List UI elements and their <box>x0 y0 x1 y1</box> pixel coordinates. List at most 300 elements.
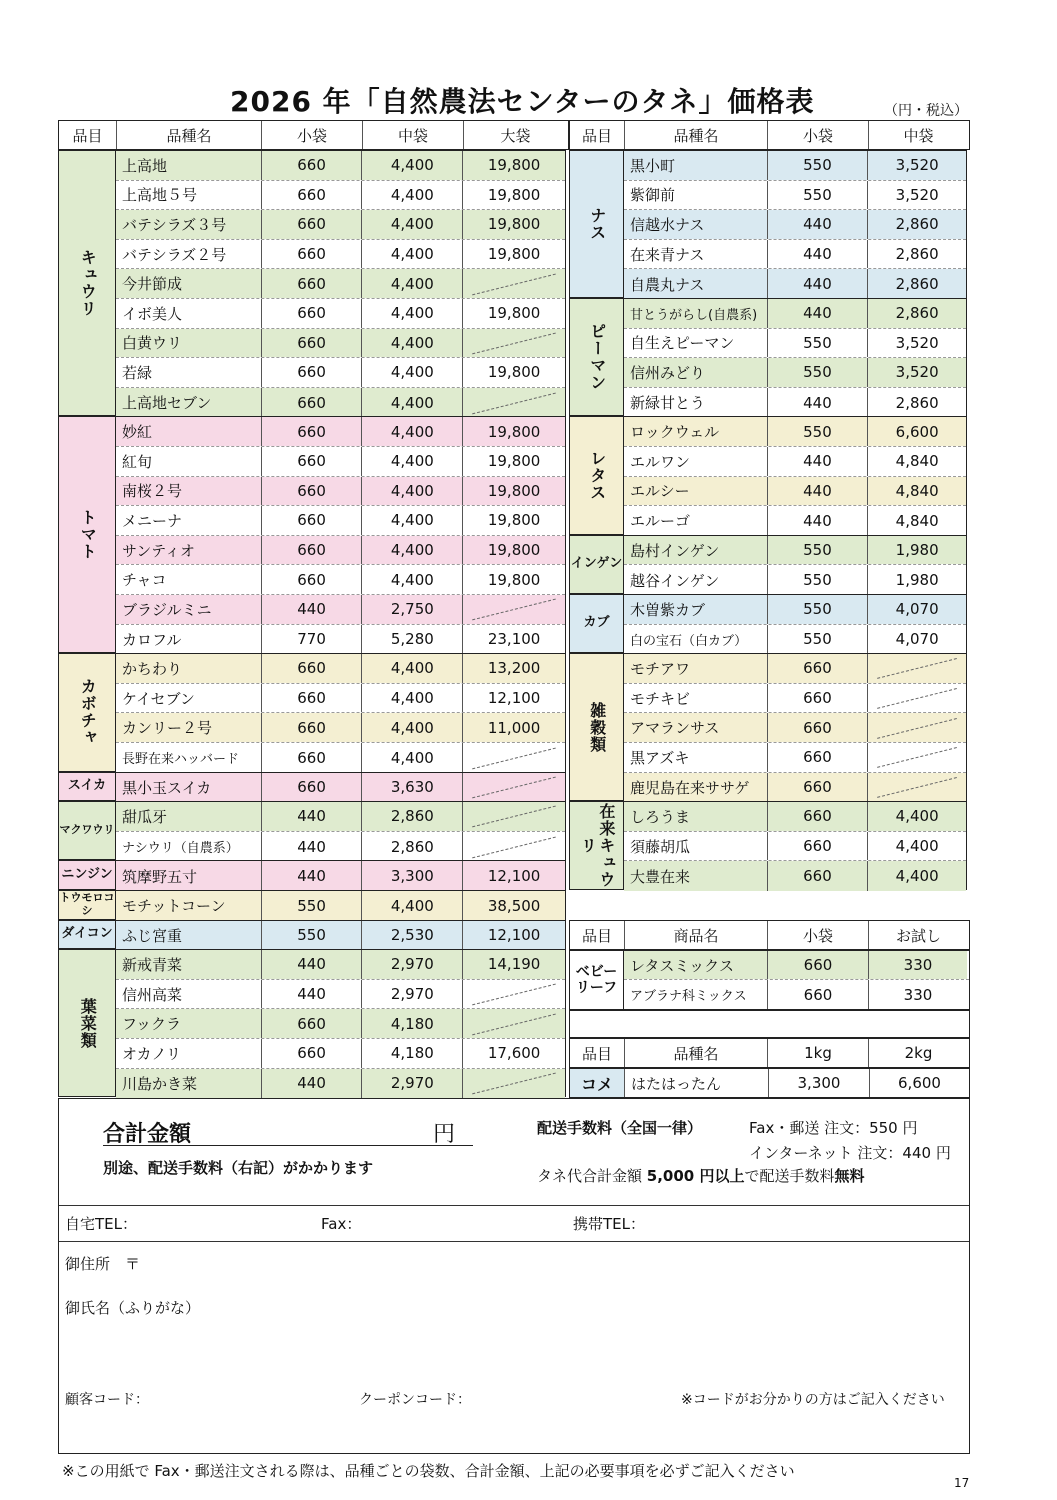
variety-name: 紅旬 <box>116 447 261 476</box>
price-cell: 2,970 <box>361 950 462 979</box>
price-cell <box>462 802 565 831</box>
table-row <box>624 565 966 595</box>
table-row <box>116 950 565 980</box>
table-row <box>624 802 966 832</box>
left-category-2 <box>58 653 116 771</box>
header-small: 小袋 <box>768 921 869 949</box>
price-cell: 550 <box>767 358 868 387</box>
variety-name: しろうま <box>624 802 767 831</box>
table-row <box>116 1039 565 1069</box>
variety-name: イボ美人 <box>116 299 261 328</box>
category-label: トウモロコシ <box>59 891 115 917</box>
variety-name: ふじ宮重 <box>116 921 261 951</box>
variety-name: 島村インゲン <box>624 536 767 565</box>
price-cell: 4,400 <box>867 802 966 831</box>
variety-name: 妙紅 <box>116 417 261 446</box>
variety-name: 今井節成 <box>116 269 261 298</box>
price-cell: 660 <box>261 181 362 210</box>
table-row <box>116 773 565 803</box>
right-group-5 <box>624 653 967 801</box>
right-group-0 <box>624 150 967 298</box>
header-2kg: 2kg <box>904 1044 933 1062</box>
price-cell: 660 <box>767 743 868 772</box>
price-cell: 440 <box>767 477 868 506</box>
category-label: ピーマン <box>587 323 607 392</box>
price-cell: 23,100 <box>462 625 565 655</box>
header-medium: 中袋 <box>903 126 934 145</box>
variety-name: エルワン <box>624 447 767 476</box>
category-label: 雑穀類 <box>587 701 607 753</box>
table-row <box>116 536 565 566</box>
variety-name: 長野在来ハッバード <box>116 743 261 773</box>
price-cell: 12,100 <box>462 861 565 891</box>
price-cell: 440 <box>767 388 868 418</box>
table-row <box>116 713 565 743</box>
category-label: ナス <box>587 207 607 241</box>
price-cell: 660 <box>261 713 362 742</box>
table-row <box>116 210 565 240</box>
table-row <box>116 447 565 477</box>
table-row <box>624 329 966 359</box>
variety-name: 白の宝石（白カブ） <box>624 625 767 655</box>
price-cell: 4,400 <box>361 506 462 535</box>
price-cell: 4,070 <box>867 625 966 655</box>
table-row <box>624 743 966 773</box>
product-name: レタスミックス <box>624 951 767 979</box>
category-label: ダイコン <box>61 925 113 941</box>
price-cell: 2,860 <box>867 210 966 239</box>
price-cell: 550 <box>767 565 868 595</box>
baby-leaf-category <box>569 950 624 1010</box>
header-small: 小袋 <box>262 121 363 149</box>
price-cell: 4,070 <box>867 595 966 624</box>
category-label: マクワウリ <box>59 823 115 837</box>
address-field[interactable]: 御住所 〒 <box>65 1255 141 1273</box>
price-cell: 4,400 <box>361 210 462 239</box>
price-cell <box>462 773 565 803</box>
left-group-2 <box>116 653 566 771</box>
price-cell: 550 <box>767 595 868 624</box>
price-cell: 19,800 <box>462 181 565 210</box>
divider <box>59 1205 969 1206</box>
price-cell: 2,860 <box>867 269 966 299</box>
rice-1kg-price: 3,300 <box>768 1069 869 1097</box>
variety-name: 自農丸ナス <box>624 269 767 299</box>
price-cell: 4,400 <box>361 299 462 328</box>
table-row <box>116 240 565 270</box>
left-group-8 <box>116 949 566 1097</box>
variety-name: エルーゴ <box>624 506 767 536</box>
header-large: 大袋 <box>500 126 531 145</box>
free-note-b: 5,000 円以上 <box>646 1167 745 1185</box>
table-row <box>624 595 966 625</box>
price-cell: 660 <box>767 773 868 803</box>
table-row <box>624 625 966 655</box>
price-cell: 660 <box>261 684 362 713</box>
total-note: 別途、配送手数料（右記）がかかります <box>103 1159 374 1177</box>
right-category-4 <box>569 594 624 653</box>
category-label: ベビーリーフ <box>575 963 618 996</box>
category-label: インゲン <box>570 555 623 571</box>
free-note-c: で配送手数料 <box>744 1167 835 1185</box>
price-cell: 660 <box>261 358 362 387</box>
shipping-internet: インターネット 注文：440 円 <box>749 1144 951 1162</box>
header-variety: 品種名 <box>117 121 262 149</box>
price-cell: 660 <box>767 684 868 713</box>
variety-name: 在来青ナス <box>624 240 767 269</box>
rice-variety: はたはったん <box>625 1069 768 1097</box>
price-cell <box>462 595 565 624</box>
price-cell: 550 <box>767 151 868 180</box>
variety-name: かちわり <box>116 654 261 683</box>
free-note-d: 無料 <box>834 1167 865 1185</box>
price-cell: 4,400 <box>361 684 462 713</box>
table-row <box>116 388 565 418</box>
price-cell <box>867 654 966 683</box>
price-cell: 12,100 <box>462 921 565 951</box>
price-cell: 660 <box>261 506 362 535</box>
category-label: ニンジン <box>61 866 113 882</box>
variety-name: エルシー <box>624 477 767 506</box>
header-1kg: 1kg <box>768 1039 869 1067</box>
price-cell: 19,800 <box>462 447 565 476</box>
table-row <box>624 654 966 684</box>
left-group-4 <box>116 801 566 860</box>
table-row <box>116 329 565 359</box>
table-row <box>116 358 565 388</box>
variety-name: ケイセブン <box>116 684 261 713</box>
header-product: 商品名 <box>625 921 768 949</box>
price-cell: 660 <box>261 388 362 418</box>
price-cell: 3,520 <box>867 329 966 358</box>
order-form <box>58 1098 970 1454</box>
price-cell <box>462 329 565 358</box>
variety-name: ナシウリ（自農系） <box>116 832 261 862</box>
price-cell: 770 <box>261 625 362 655</box>
shipping-free-note <box>537 1165 864 1186</box>
right-category-6 <box>569 801 624 890</box>
category-label: トマト <box>78 509 98 561</box>
price-cell: 550 <box>767 625 868 655</box>
variety-name: 紫御前 <box>624 181 767 210</box>
price-cell: 2,860 <box>361 832 462 862</box>
price-cell: 660 <box>261 654 362 683</box>
page-title: 2026 年「自然農法センターのタネ」価格表 <box>230 85 815 118</box>
price-cell <box>462 1009 565 1038</box>
price-cell: 19,800 <box>462 299 565 328</box>
shipping-title: 配送手数料（全国一律） <box>537 1119 703 1137</box>
right-category-1 <box>569 298 624 416</box>
price-cell: 440 <box>261 950 362 979</box>
price-cell: 4,400 <box>361 388 462 418</box>
table-row <box>624 181 966 211</box>
table-row <box>116 181 565 211</box>
price-cell: 4,400 <box>867 861 966 891</box>
header-trial: お試し <box>895 926 941 945</box>
variety-name: 新戒青菜 <box>116 950 261 979</box>
price-cell: 19,800 <box>462 358 565 387</box>
left-group-7 <box>116 920 566 950</box>
price-cell: 2,530 <box>361 921 462 951</box>
variety-name: 須藤胡瓜 <box>624 832 767 861</box>
price-cell <box>462 269 565 298</box>
price-cell <box>462 1069 565 1099</box>
price-cell: 19,800 <box>462 536 565 565</box>
price-cell: 4,400 <box>361 743 462 773</box>
price-cell: 1,980 <box>867 565 966 595</box>
header-category: 品目 <box>59 121 117 149</box>
header-category: 品目 <box>570 121 625 149</box>
table-row <box>116 1069 565 1099</box>
variety-name: 信州高菜 <box>116 980 261 1009</box>
total-amount-input[interactable] <box>459 1109 473 1147</box>
variety-name: 黒小町 <box>624 151 767 180</box>
header-variety: 品種名 <box>625 1039 768 1067</box>
price-cell: 4,400 <box>361 891 462 921</box>
variety-name: 白黄ウリ <box>116 329 261 358</box>
price-cell: 4,180 <box>361 1009 462 1038</box>
price-cell: 3,520 <box>867 181 966 210</box>
left-category-0 <box>58 150 116 416</box>
price-cell: 660 <box>767 951 868 979</box>
price-cell: 660 <box>261 299 362 328</box>
right-category-0 <box>569 150 624 298</box>
mobile-tel-field[interactable]: 携帯TEL： <box>573 1215 645 1233</box>
right-group-1 <box>624 298 967 416</box>
variety-name: モチキビ <box>624 684 767 713</box>
price-cell: 660 <box>261 210 362 239</box>
table-row <box>624 358 966 388</box>
table-row <box>624 536 966 566</box>
price-cell: 660 <box>261 447 362 476</box>
price-cell: 660 <box>261 565 362 594</box>
right-table-header <box>569 120 970 150</box>
price-cell: 660 <box>261 329 362 358</box>
price-cell: 19,800 <box>462 506 565 535</box>
price-cell: 3,520 <box>867 358 966 387</box>
price-cell: 4,400 <box>361 269 462 298</box>
price-cell: 550 <box>261 891 362 921</box>
price-cell: 2,860 <box>867 299 966 328</box>
right-category-5 <box>569 653 624 801</box>
price-cell: 660 <box>767 980 868 1009</box>
price-cell: 19,800 <box>462 565 565 594</box>
baby-leaf-rows <box>624 950 970 1010</box>
left-category-3 <box>58 772 116 802</box>
table-row <box>116 417 565 447</box>
price-cell <box>867 713 966 742</box>
variety-name: カンリー２号 <box>116 713 261 742</box>
table-row <box>116 269 565 299</box>
price-cell: 660 <box>767 654 868 683</box>
table-row <box>624 210 966 240</box>
price-cell: 11,000 <box>462 713 565 742</box>
category-label: スイカ <box>67 777 107 793</box>
price-cell: 38,500 <box>462 891 565 921</box>
price-cell: 660 <box>261 417 362 446</box>
footnote: ※この用紙で Fax・郵送注文される際は、品種ごとの袋数、合計金額、上記の必要事項を必ずご記入ください <box>62 1462 795 1480</box>
variety-name: 自生えピーマン <box>624 329 767 358</box>
table-row <box>624 713 966 743</box>
table-row <box>116 654 565 684</box>
price-cell: 440 <box>261 1069 362 1099</box>
price-cell: 4,400 <box>361 536 462 565</box>
price-cell: 550 <box>261 921 362 951</box>
variety-name: ブラジルミニ <box>116 595 261 624</box>
variety-name: モチアワ <box>624 654 767 683</box>
price-cell: 4,400 <box>361 654 462 683</box>
price-cell: 660 <box>261 269 362 298</box>
price-cell <box>867 773 966 803</box>
variety-name: チャコ <box>116 565 261 594</box>
category-label: キュウリ <box>78 249 98 318</box>
price-cell: 440 <box>767 240 868 269</box>
price-cell: 2,750 <box>361 595 462 624</box>
right-group-6 <box>624 801 967 890</box>
price-cell: 6,600 <box>867 417 966 446</box>
price-cell: 12,100 <box>462 684 565 713</box>
table-row <box>624 951 969 980</box>
price-cell: 550 <box>767 536 868 565</box>
category-label: 葉菜類 <box>78 997 98 1049</box>
total-underline <box>103 1145 473 1146</box>
variety-name: ロックウェル <box>624 417 767 446</box>
variety-name: 甜瓜牙 <box>116 802 261 831</box>
price-cell: 330 <box>868 951 967 979</box>
price-cell: 2,860 <box>867 240 966 269</box>
table-row <box>116 299 565 329</box>
price-cell: 440 <box>767 506 868 536</box>
total-label: 合計金額 <box>103 1122 192 1147</box>
price-cell: 440 <box>767 447 868 476</box>
price-cell: 660 <box>261 240 362 269</box>
product-name: アブラナ科ミックス <box>624 980 767 1009</box>
table-row <box>624 388 966 418</box>
table-row <box>116 802 565 832</box>
variety-name: 南桜２号 <box>116 477 261 506</box>
variety-name: モチットコーン <box>116 891 261 921</box>
price-cell: 440 <box>261 802 362 831</box>
variety-name: 新緑甘とう <box>624 388 767 418</box>
variety-name: 上高地５号 <box>116 181 261 210</box>
coupon-code-field[interactable]: クーポンコード： <box>359 1392 471 1408</box>
table-row <box>116 832 565 862</box>
customer-code-field[interactable]: 顧客コード： <box>65 1392 149 1408</box>
name-field[interactable]: 御氏名（ふりがな） <box>65 1299 201 1317</box>
price-cell: 440 <box>261 595 362 624</box>
category-label: 在来キュウリ <box>578 803 616 889</box>
free-note-a: タネ代合計金額 <box>537 1167 647 1185</box>
total-yen: 円 <box>433 1122 456 1147</box>
left-category-4 <box>58 801 116 860</box>
price-cell: 13,200 <box>462 654 565 683</box>
table-row <box>624 269 966 299</box>
price-cell: 660 <box>261 1009 362 1038</box>
variety-name: 川島かき菜 <box>116 1069 261 1099</box>
home-tel-field[interactable]: 自宅TEL： <box>65 1215 137 1233</box>
header-small: 小袋 <box>768 121 869 149</box>
price-cell: 4,400 <box>361 358 462 387</box>
table-row <box>624 684 966 714</box>
divider <box>59 1241 969 1242</box>
price-cell <box>867 743 966 772</box>
variety-name: 筑摩野五寸 <box>116 861 261 891</box>
variety-name: 大豊在来 <box>624 861 767 891</box>
table-row <box>116 684 565 714</box>
price-cell: 330 <box>868 980 967 1009</box>
price-cell: 2,970 <box>361 1069 462 1099</box>
price-cell: 550 <box>767 417 868 446</box>
price-cell: 4,400 <box>361 713 462 742</box>
price-cell: 3,520 <box>867 151 966 180</box>
blank-spacer <box>569 1010 970 1038</box>
price-cell: 4,400 <box>361 447 462 476</box>
price-cell <box>462 832 565 862</box>
fax-field[interactable]: Fax： <box>321 1215 362 1233</box>
table-row <box>116 891 565 921</box>
left-category-6 <box>58 890 116 920</box>
price-cell: 440 <box>767 299 868 328</box>
left-group-0 <box>116 150 566 416</box>
table-row <box>116 921 565 951</box>
page-number: 17 <box>954 1476 970 1490</box>
table-row <box>624 832 966 862</box>
table-row <box>624 773 966 803</box>
price-cell: 4,400 <box>361 151 462 180</box>
price-cell: 4,400 <box>361 240 462 269</box>
left-group-5 <box>116 860 566 890</box>
price-cell: 17,600 <box>462 1039 565 1068</box>
right-category-2 <box>569 416 624 534</box>
header-medium: 中袋 <box>363 121 464 149</box>
right-group-3 <box>624 535 967 594</box>
price-cell: 14,190 <box>462 950 565 979</box>
header-category: 品目 <box>570 1039 625 1067</box>
variety-name: バテシラズ２号 <box>116 240 261 269</box>
variety-name: 信州みどり <box>624 358 767 387</box>
price-cell: 4,400 <box>361 565 462 594</box>
unit-note: （円・税込） <box>884 103 968 119</box>
variety-name: 木曽紫カブ <box>624 595 767 624</box>
price-cell: 660 <box>261 151 362 180</box>
price-cell: 660 <box>767 832 868 861</box>
baby-leaf-header <box>569 920 970 950</box>
price-cell: 550 <box>767 181 868 210</box>
table-row <box>116 1009 565 1039</box>
variety-name: 上高地セブン <box>116 388 261 418</box>
variety-name: 若緑 <box>116 358 261 387</box>
header-variety: 品種名 <box>625 121 768 149</box>
table-row <box>624 417 966 447</box>
category-label: カブ <box>583 615 610 631</box>
price-cell: 4,180 <box>361 1039 462 1068</box>
rice-header <box>569 1038 970 1068</box>
price-cell: 440 <box>261 980 362 1009</box>
price-cell: 550 <box>767 329 868 358</box>
table-row <box>624 861 966 891</box>
variety-name: 信越水ナス <box>624 210 767 239</box>
price-cell: 4,400 <box>361 477 462 506</box>
price-cell: 440 <box>261 861 362 891</box>
variety-name: 越谷インゲン <box>624 565 767 595</box>
price-cell <box>462 980 565 1009</box>
price-cell: 4,400 <box>361 181 462 210</box>
right-group-4 <box>624 594 967 653</box>
left-category-8 <box>58 949 116 1097</box>
variety-name: 鹿児島在来ササゲ <box>624 773 767 803</box>
price-cell: 19,800 <box>462 240 565 269</box>
price-cell: 4,840 <box>867 477 966 506</box>
